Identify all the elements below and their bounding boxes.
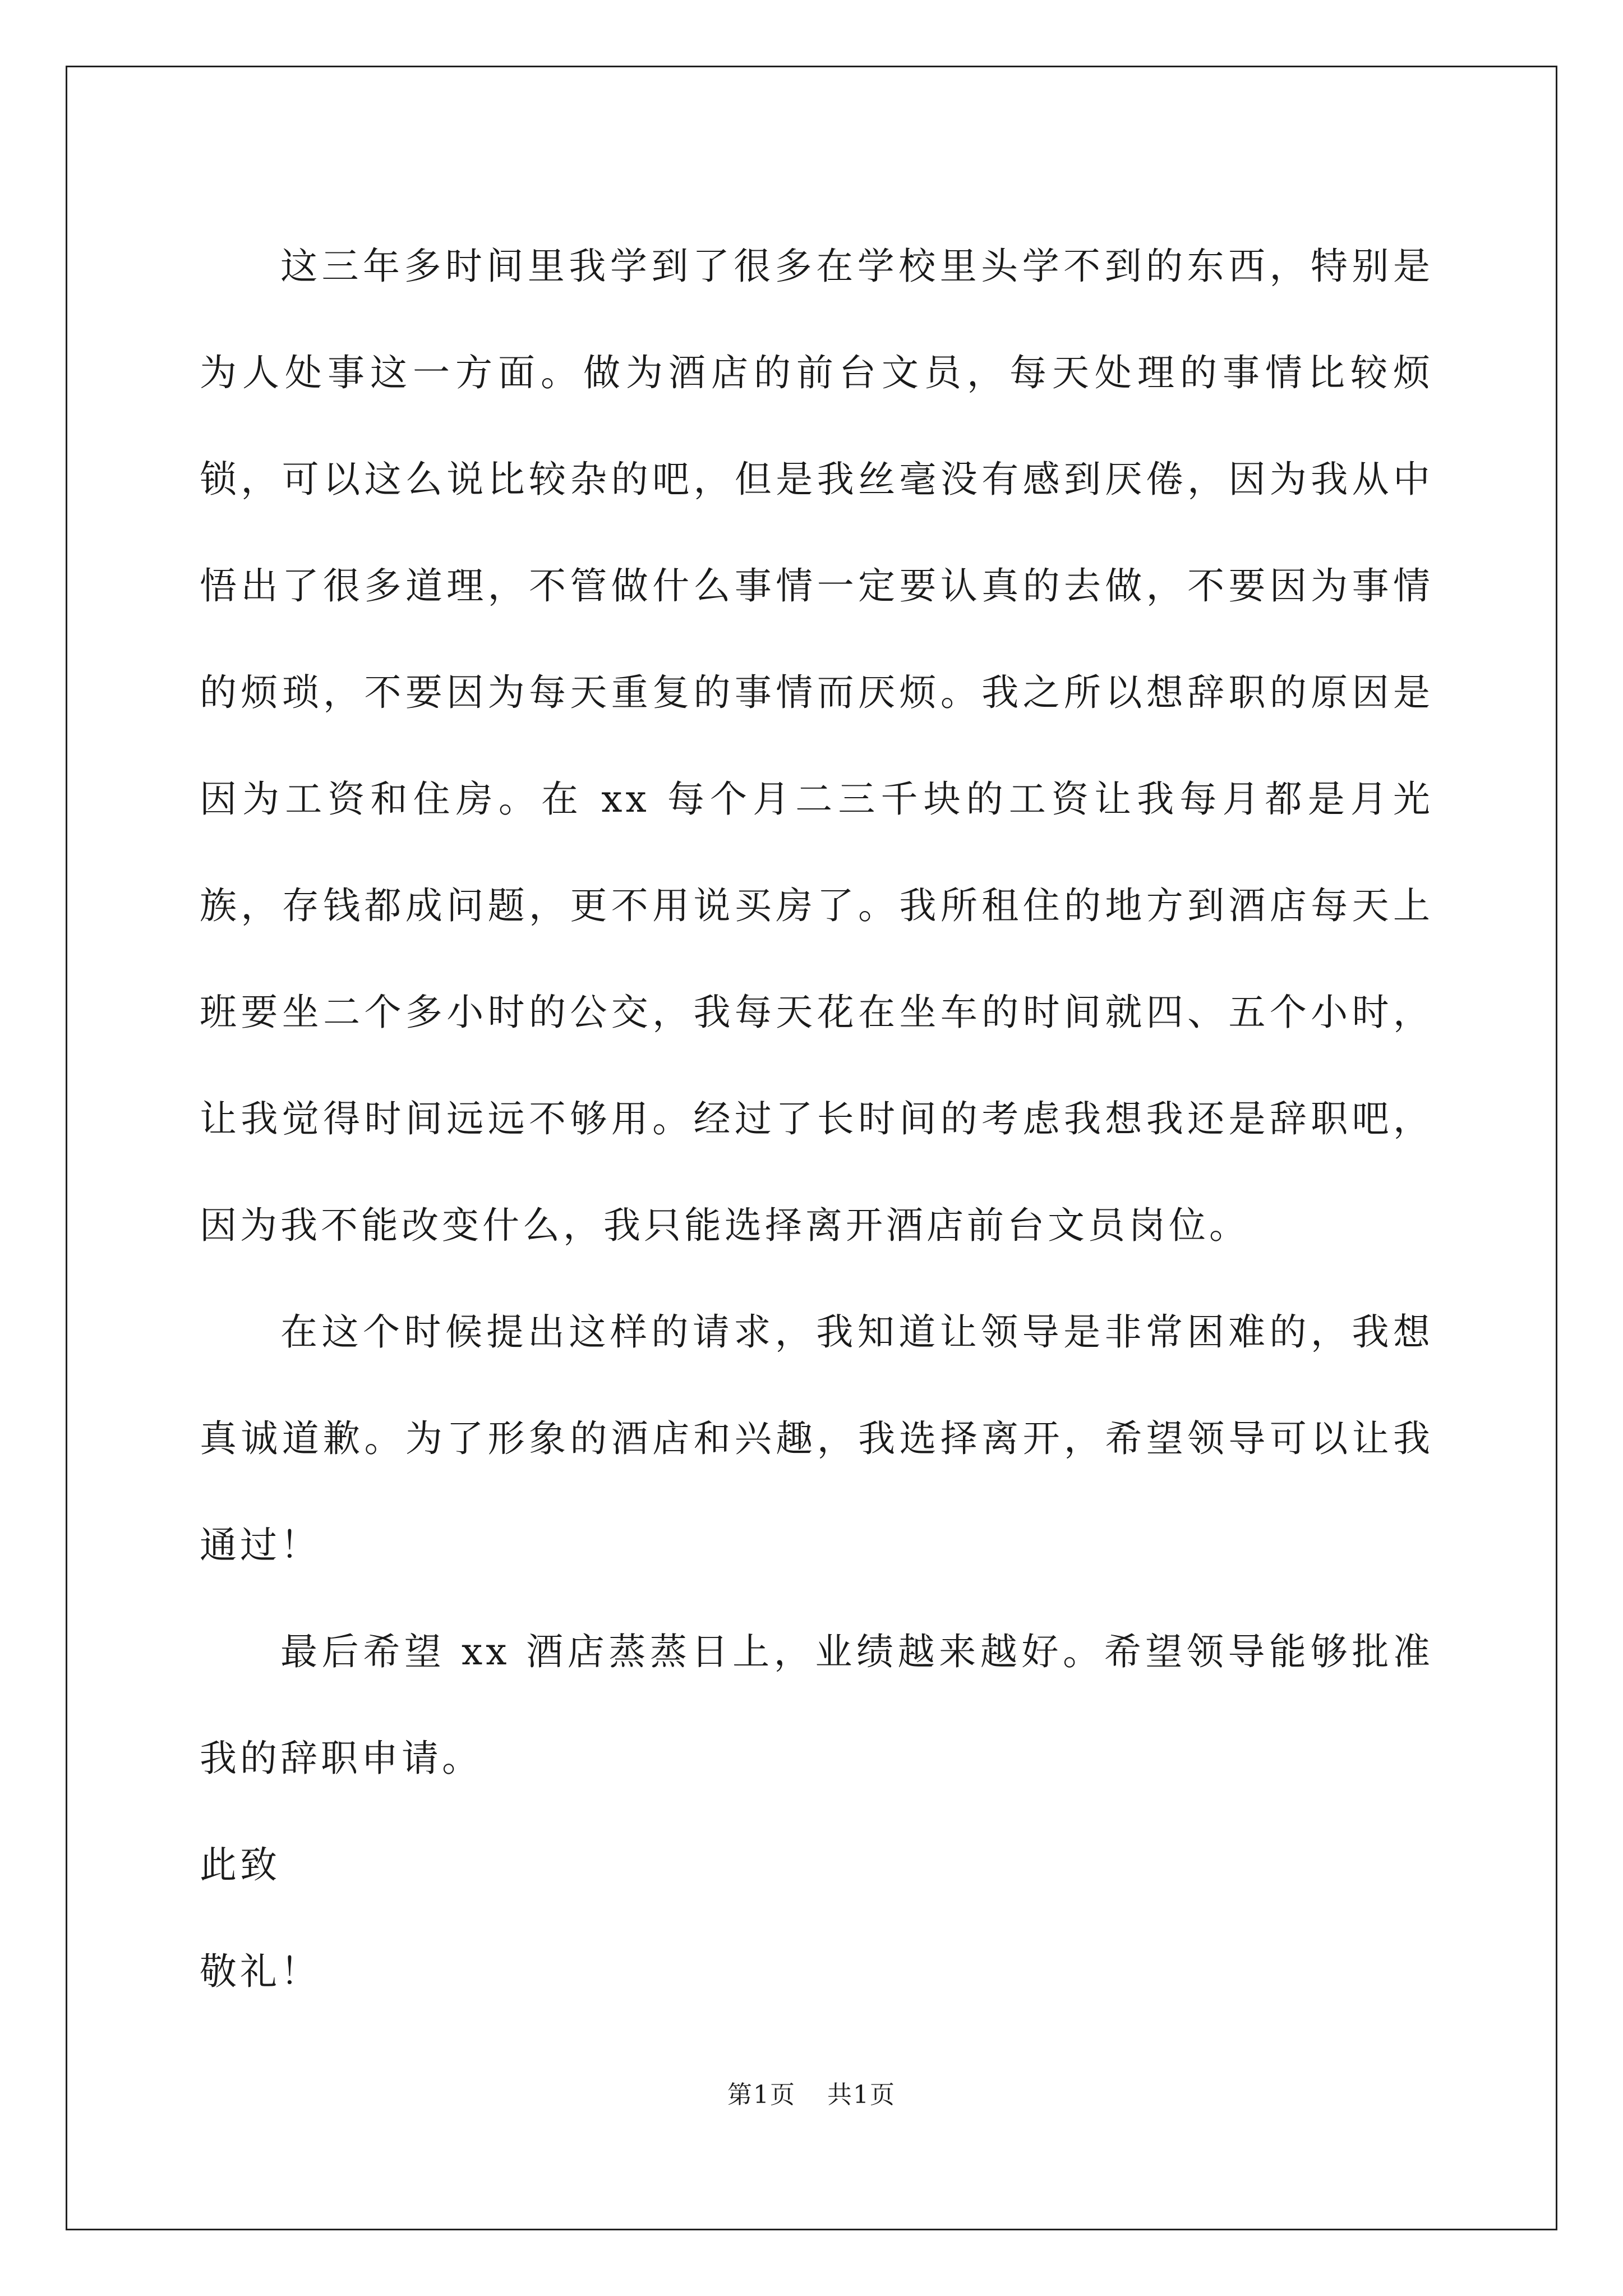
paragraph-wishes: 最后希望 xx 酒店蒸蒸日上，业绩越来越好。希望领导能够批准我的辞职申请。 xyxy=(200,1630,1433,1780)
page-footer xyxy=(0,2078,1623,2112)
letter-body xyxy=(200,213,1433,2025)
closing-salutation: 此致 xyxy=(200,1843,280,1887)
closing-regards: 敬礼！ xyxy=(200,1950,321,1993)
page-total: 共1页 xyxy=(827,2081,896,2109)
paragraph-apology: 在这个时候提出这样的请求，我知道让领导是非常困难的，我想真诚道歉。为了形象的酒店和兴趣，我选择离开，希望领导可以让我通过！ xyxy=(200,1310,1433,1567)
page-number: 第1页 xyxy=(727,2081,796,2109)
paragraph-main: 这三年多时间里我学到了很多在学校里头学不到的东西，特别是为人处事这一方面。做为酒店的前台文员，每天处理的事情比较烦锁，可以这么说比较杂的吧，但是我丝毫没有感到厌倦，因为我从中悟出了很多道理，不管做什么事情一定要认真的去做，不要因为事情的烦琐，不要因为每天重复的事情而厌烦。我之所以想辞职的原因是因为工资和住房。在 xx 每个月二三千块的工资让我每月都是月光族，存钱都成问题，更不用说买房了。我所租住的地方到酒店每天上班要坐二个多小时的公交，我每天花在坐车的时间就四、五个小时，让我觉得时间远远不够用。经过了长时间的考虑我想我还是辞职吧，因为我不能改变什么，我只能选择离开酒店前台文员岗位。 xyxy=(200,245,1433,1247)
